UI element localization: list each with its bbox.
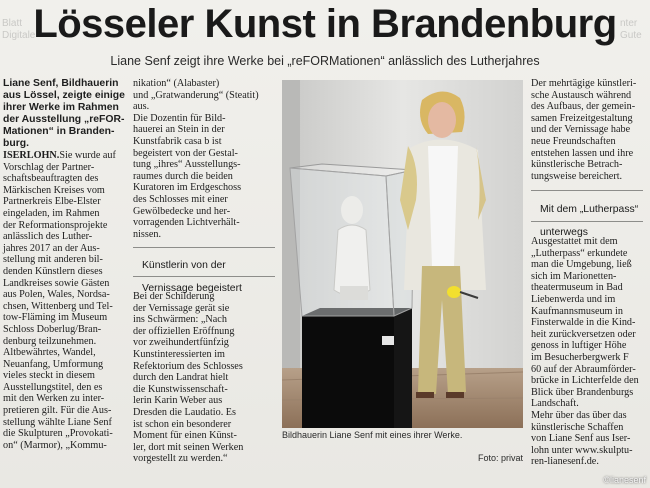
text-line: tow-Fläming im Museum	[3, 312, 108, 324]
text-line: Bei der Schilderung	[133, 291, 215, 302]
text-line: der offiziellen Eröffnung	[133, 325, 235, 337]
body-text	[3, 150, 123, 451]
text-line: eingeladen, im Rahmen	[3, 207, 100, 219]
photo-illustration	[282, 80, 523, 428]
text-line: man die Umgebung, ließ	[531, 259, 632, 271]
text-line: lohn unter www.skulptu-	[531, 444, 633, 456]
dateline: ISERLOHN.	[3, 150, 60, 161]
text-line: ist schon ein besonderer	[133, 418, 232, 430]
text-line: genoss in luftiger Höhe	[531, 340, 627, 352]
text-line: Partnerkreis Elbe-Elster	[3, 196, 101, 208]
text-line: begeistert von der Gestal-	[133, 147, 238, 159]
text-line: Mehr über das über das	[531, 409, 627, 421]
text-line: schaftsbeauftragten des	[3, 173, 99, 185]
text-line: Gewölbedecke und her-	[133, 205, 231, 217]
text-line: die Kunstwissenschaft-	[133, 383, 228, 395]
text-line: Liane Senf, Bildhauerin	[3, 78, 119, 89]
photo-credit: Foto: privat	[477, 453, 523, 463]
text-line: sche Austausch während	[531, 89, 632, 101]
text-line: aus Polen, Wales, Nordsa-	[3, 289, 110, 301]
text-line: Märkischen Kreises vom	[3, 184, 105, 196]
text-line: Die Dozentin für Bild-	[133, 112, 226, 124]
text-line: der Vernissage gerät sie	[133, 302, 230, 314]
article-column-4	[531, 78, 647, 182]
text-line: pretieren gilt. Für die Aus-	[3, 405, 112, 417]
divider	[133, 247, 275, 248]
text-line: künstlerische Betrach-	[531, 159, 623, 171]
copyright-watermark: ©lianesenf	[603, 475, 646, 485]
text-line: Liebenwerda und im	[531, 293, 616, 305]
text-line: heit zurückversetzen oder	[531, 328, 636, 340]
text-line: theatermuseum in Bad	[531, 282, 623, 294]
text-line: hauerei an Stein in der	[133, 124, 225, 136]
text-line: nikation“ (Alabaster)	[133, 78, 220, 89]
text-line: tungsweise bereichert.	[531, 170, 623, 182]
text-line: 60 auf der Abraumförder-	[531, 363, 636, 375]
text-line: neue Freundschaften	[531, 135, 616, 147]
text-line: anlässlich des Luther-	[3, 231, 93, 243]
text-line: on“ (Marmor), „Kommu-	[3, 439, 107, 451]
text-line: Dresden die Laudatio. Es	[133, 406, 236, 418]
text-line: Landkreises sowie Gästen	[3, 277, 110, 289]
headline: Lösseler Kunst in Brandenburg	[33, 2, 617, 46]
text-line: und „Gratwanderung“ (Steatit)	[133, 89, 259, 101]
text-line: Ausgestattet mit dem	[531, 236, 618, 247]
text-line: Der mehrtägige künstleri-	[531, 78, 637, 89]
article-column-1	[3, 78, 123, 451]
ghost-line: Digitale	[2, 30, 36, 41]
text-line: sich im Marionetten-	[531, 270, 617, 282]
text-line: vor zweihundertfünfzig	[133, 337, 229, 349]
text-line: brücke in Lichterfelde den	[531, 375, 639, 387]
text-line: tung „ihres“ Ausstellungs-	[133, 159, 241, 171]
text-line: Künstlerin von der	[142, 260, 226, 272]
divider	[531, 190, 643, 191]
text-line: ins Schwärmen: „Nach	[133, 314, 227, 326]
text-line: mit den Werken zu inter-	[3, 393, 105, 405]
photo-artist-with-sculpture	[282, 80, 523, 428]
body-text	[133, 78, 279, 240]
text-line: Kunstinteressierten im	[133, 348, 225, 360]
article-column-2	[133, 78, 279, 240]
divider	[133, 276, 275, 277]
text-line: samen Freizeitgestaltung	[531, 112, 633, 124]
text-line: Ausstellungstitel, den es	[3, 381, 103, 393]
body-text	[531, 78, 647, 182]
text-line: stellung mit anderen bil-	[3, 254, 103, 266]
lead-paragraph	[3, 78, 123, 150]
text-line: Vernissage begeistert	[142, 282, 242, 294]
body-text	[133, 291, 279, 465]
text-line: Moment für einen Künst-	[133, 430, 237, 442]
text-line: im Besucherbergwerk F	[531, 351, 629, 363]
text-line: Finsterwalde in die Kind-	[531, 317, 636, 329]
text-line: aus Lössel, zeigte einige	[3, 90, 125, 101]
text-line: aus.	[133, 101, 150, 113]
text-line: chsen, Wittenberg und Tel-	[3, 300, 113, 312]
article-column-2-continued	[133, 291, 279, 465]
ghost-line: Gute	[620, 30, 642, 41]
text-line: denburg teilzunehmen.	[3, 335, 97, 347]
text-line: stellung wählte Liane Senf	[3, 416, 112, 428]
text-line: Neuanfang, Umformung	[3, 358, 104, 370]
text-line: vieles steckt in diesem	[3, 370, 95, 382]
text-line: des Schlosses mit einer	[133, 193, 228, 205]
text-fragment: Sie wurde auf	[59, 150, 116, 161]
text-line: Landschaft.	[531, 398, 579, 410]
text-line: Blick über Brandenburgs	[531, 386, 634, 398]
text-line: und der Vernissage habe	[531, 124, 631, 136]
ghost-line: Blatt	[2, 18, 23, 29]
text-line: „Lutherpass“ erkundete	[531, 247, 628, 259]
text-line: künstlerische Schaffen	[531, 421, 624, 433]
text-line: vorragenden Lichtverhält-	[133, 217, 240, 229]
text-line: ihrer Werke im Rahmen	[3, 102, 119, 113]
article-column-4-continued	[531, 236, 647, 468]
text-line: Kaufmannsmuseum in	[531, 305, 623, 317]
text-line	[3, 150, 123, 162]
text-line: Vorschlag der Partner-	[3, 161, 95, 173]
text-line: jahres 2017 an der Aus-	[3, 242, 100, 254]
subheadline: Liane Senf zeigt ihre Werke bei „reFORMationen“ anlässlich des Lutherjahres	[110, 54, 540, 68]
divider	[531, 221, 643, 222]
text-line: lerin Karin Weber aus	[133, 395, 223, 407]
text-line: denden Künstlern dieses	[3, 265, 103, 277]
text-line: von Liane Senf aus Iser-	[531, 433, 631, 445]
text-line: ren-lianesenf.de.	[531, 456, 599, 468]
text-line: raumes durch die beiden	[133, 170, 233, 182]
photo-caption: Bildhauerin Liane Senf mit eines ihrer Werke.	[282, 430, 463, 440]
text-line: burg.	[3, 138, 29, 149]
text-line: Refektorium des Schlosses	[133, 360, 243, 372]
text-line: durch den Landrat hielt	[133, 372, 229, 384]
text-line: ler, dort mit seinen Werken	[133, 441, 244, 453]
text-line: die Skulpturen „Provokati-	[3, 428, 113, 440]
text-line: des Aufbaus, der gemein-	[531, 101, 636, 113]
text-line: entstehen lassen und ihre	[531, 147, 634, 159]
text-line: Kuratoren im Erdgeschoss	[133, 182, 242, 194]
text-line: nissen.	[133, 228, 162, 240]
text-line: unterwegs	[540, 226, 588, 238]
text-line: Altbewährtes, Wandel,	[3, 347, 96, 359]
text-line: Mit dem „Lutherpass“	[540, 204, 639, 216]
text-line: der Ausstellung „reFOR-	[3, 114, 125, 125]
body-text	[531, 236, 647, 468]
text-line: der Reformationsprojekte	[3, 219, 108, 231]
text-line: Kunstfabrik casa b ist	[133, 135, 222, 147]
text-line: Schloss Doberlug/Bran-	[3, 323, 102, 335]
ghost-line: nter	[620, 18, 638, 29]
text-line: Mationen“ in Branden-	[3, 126, 115, 137]
text-line: vorgestellt zu werden.“	[133, 453, 228, 465]
